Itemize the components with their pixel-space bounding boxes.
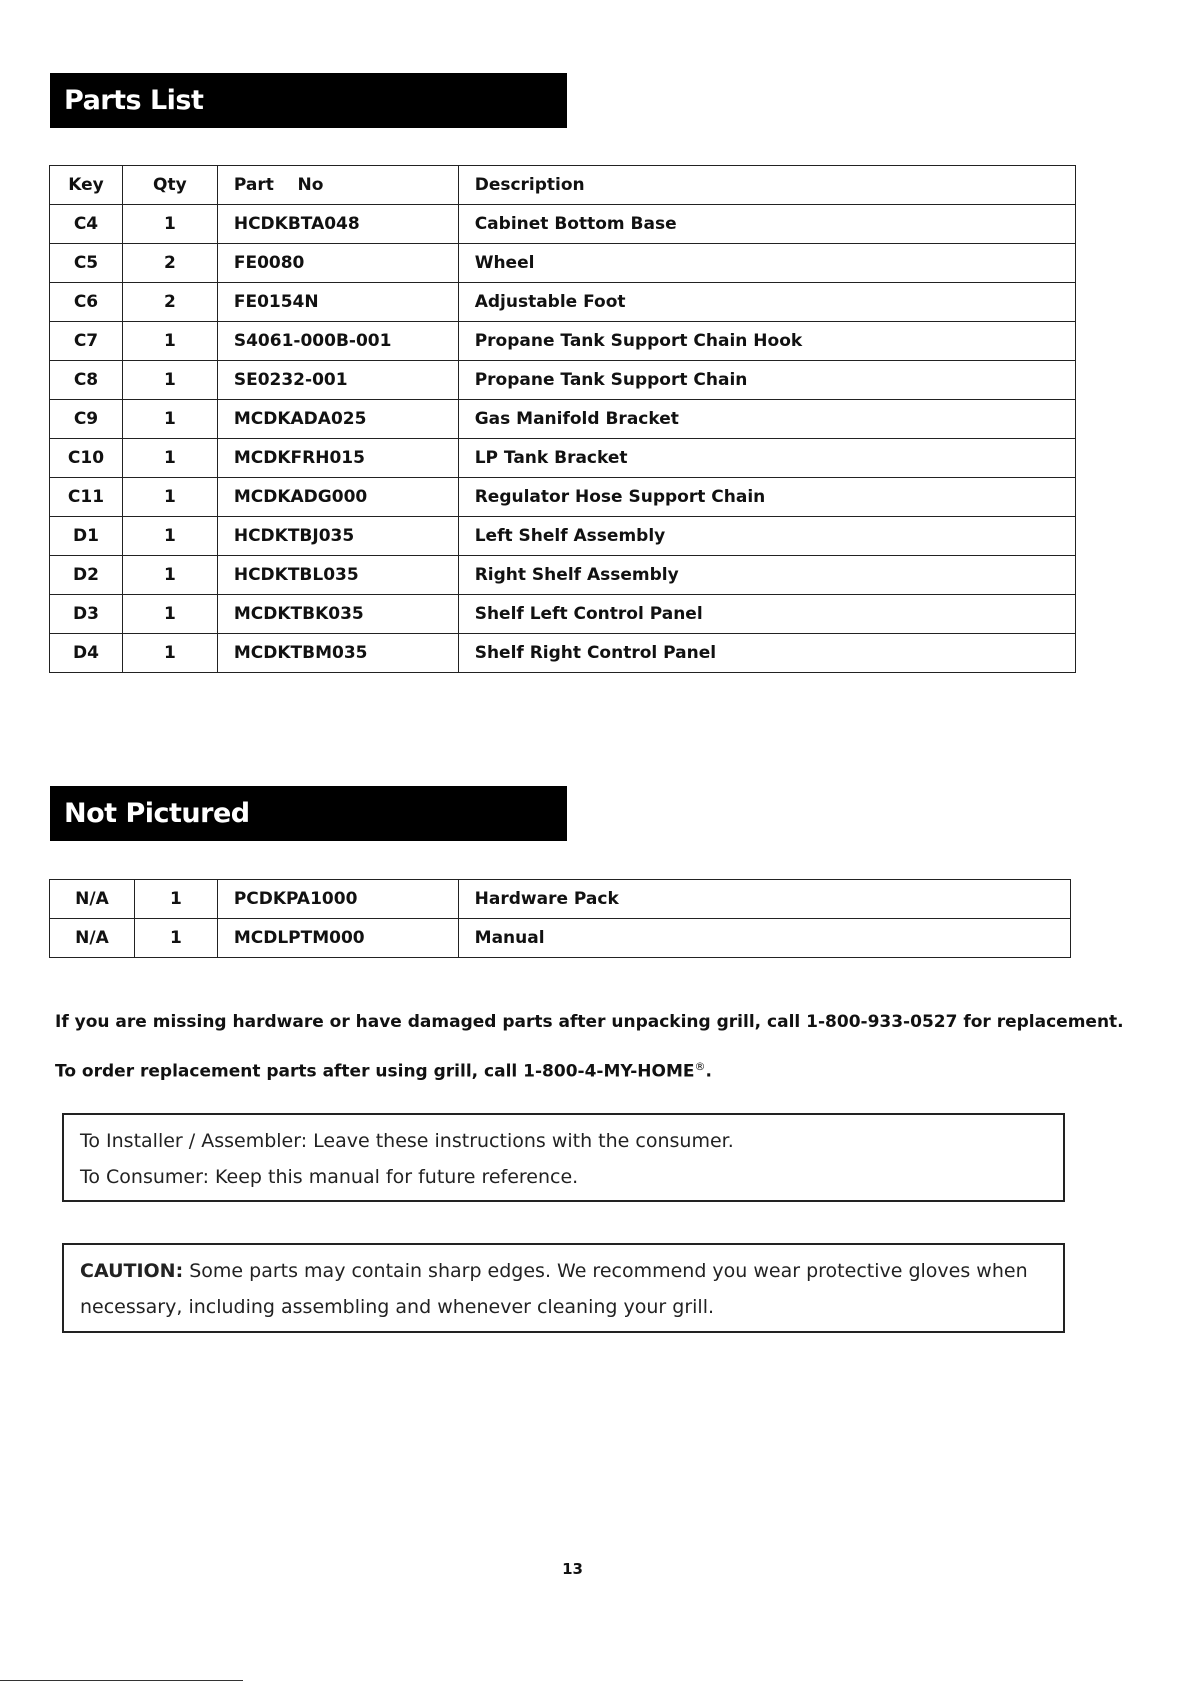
cell-key: N/A bbox=[50, 919, 135, 958]
cell-qty: 1 bbox=[122, 556, 217, 595]
page-number: 13 bbox=[562, 1560, 583, 1578]
footer-rule bbox=[0, 1680, 243, 1681]
cell-part-no: MCDKTBM035 bbox=[217, 634, 458, 673]
cell-key: D1 bbox=[50, 517, 123, 556]
cell-description: Propane Tank Support Chain bbox=[458, 361, 1075, 400]
cell-qty: 1 bbox=[122, 595, 217, 634]
cell-description: Hardware Pack bbox=[458, 880, 1070, 919]
cell-part-no: SE0232-001 bbox=[217, 361, 458, 400]
cell-key: N/A bbox=[50, 880, 135, 919]
table-row bbox=[50, 283, 1076, 322]
installer-notice-box bbox=[62, 1113, 1065, 1202]
cell-description: Shelf Left Control Panel bbox=[458, 595, 1075, 634]
installer-notice-line: To Installer / Assembler: Leave these instructions with the consumer. bbox=[80, 1130, 734, 1152]
cell-part-no: MCDKADG000 bbox=[217, 478, 458, 517]
table-row bbox=[50, 880, 1071, 919]
table-row bbox=[50, 517, 1076, 556]
header-description: Description bbox=[458, 166, 1075, 205]
cell-qty: 1 bbox=[122, 361, 217, 400]
cell-description: Wheel bbox=[458, 244, 1075, 283]
cell-description: Manual bbox=[458, 919, 1070, 958]
consumer-notice-line: To Consumer: Keep this manual for future reference. bbox=[80, 1166, 579, 1188]
cell-qty: 2 bbox=[122, 244, 217, 283]
cell-part-no: FE0154N bbox=[217, 283, 458, 322]
cell-part-no: S4061-000B-001 bbox=[217, 322, 458, 361]
cell-key: C9 bbox=[50, 400, 123, 439]
caution-label: CAUTION: bbox=[80, 1260, 184, 1282]
order-parts-note bbox=[55, 1060, 712, 1082]
cell-part-no: FE0080 bbox=[217, 244, 458, 283]
cell-qty: 1 bbox=[122, 322, 217, 361]
cell-description: Shelf Right Control Panel bbox=[458, 634, 1075, 673]
cell-key: C10 bbox=[50, 439, 123, 478]
cell-qty: 1 bbox=[134, 919, 217, 958]
cell-description: Propane Tank Support Chain Hook bbox=[458, 322, 1075, 361]
cell-part-no: MCDLPTM000 bbox=[217, 919, 458, 958]
cell-description: LP Tank Bracket bbox=[458, 439, 1075, 478]
table-row bbox=[50, 595, 1076, 634]
cell-description: Gas Manifold Bracket bbox=[458, 400, 1075, 439]
cell-part-no: HCDKTBL035 bbox=[217, 556, 458, 595]
header-key: Key bbox=[50, 166, 123, 205]
cell-key: D4 bbox=[50, 634, 123, 673]
caution-text: Some parts may contain sharp edges. We recommend you wear protective gloves when necessary, including assembling and whenever cleaning your grill. bbox=[80, 1260, 1028, 1318]
order-parts-period: . bbox=[705, 1061, 712, 1082]
cell-description: Adjustable Foot bbox=[458, 283, 1075, 322]
cell-key: C11 bbox=[50, 478, 123, 517]
table-row bbox=[50, 322, 1076, 361]
cell-key: C5 bbox=[50, 244, 123, 283]
cell-key: D2 bbox=[50, 556, 123, 595]
parts-table bbox=[49, 165, 1076, 673]
table-row bbox=[50, 244, 1076, 283]
table-row bbox=[50, 919, 1071, 958]
cell-qty: 1 bbox=[122, 517, 217, 556]
table-row bbox=[50, 361, 1076, 400]
missing-hardware-note: If you are missing hardware or have damaged parts after unpacking grill, call 1-800-933-0527 for replacement. bbox=[55, 1012, 1124, 1032]
parts-table-header-row bbox=[50, 166, 1076, 205]
cell-qty: 1 bbox=[122, 400, 217, 439]
not-pictured-heading: Not Pictured bbox=[50, 786, 567, 841]
cell-qty: 1 bbox=[122, 634, 217, 673]
cell-description: Cabinet Bottom Base bbox=[458, 205, 1075, 244]
table-row bbox=[50, 556, 1076, 595]
table-row bbox=[50, 634, 1076, 673]
cell-part-no: MCDKADA025 bbox=[217, 400, 458, 439]
cell-key: C6 bbox=[50, 283, 123, 322]
cell-key: C7 bbox=[50, 322, 123, 361]
not-pictured-table bbox=[49, 879, 1071, 958]
parts-list-heading: Parts List bbox=[50, 73, 567, 128]
cell-key: C4 bbox=[50, 205, 123, 244]
table-row bbox=[50, 478, 1076, 517]
header-qty: Qty bbox=[122, 166, 217, 205]
table-row bbox=[50, 400, 1076, 439]
order-parts-text: To order replacement parts after using grill, call 1-800-4-MY-HOME bbox=[55, 1061, 695, 1082]
table-row bbox=[50, 205, 1076, 244]
cell-qty: 1 bbox=[134, 880, 217, 919]
caution-box bbox=[62, 1243, 1065, 1333]
cell-description: Right Shelf Assembly bbox=[458, 556, 1075, 595]
cell-qty: 1 bbox=[122, 205, 217, 244]
header-part-no: Part No bbox=[217, 166, 458, 205]
cell-description: Regulator Hose Support Chain bbox=[458, 478, 1075, 517]
cell-part-no: HCDKTBJ035 bbox=[217, 517, 458, 556]
cell-part-no: HCDKBTA048 bbox=[217, 205, 458, 244]
table-row bbox=[50, 439, 1076, 478]
cell-part-no: MCDKFRH015 bbox=[217, 439, 458, 478]
cell-key: D3 bbox=[50, 595, 123, 634]
cell-qty: 1 bbox=[122, 439, 217, 478]
cell-qty: 2 bbox=[122, 283, 217, 322]
cell-qty: 1 bbox=[122, 478, 217, 517]
cell-part-no: MCDKTBK035 bbox=[217, 595, 458, 634]
cell-part-no: PCDKPA1000 bbox=[217, 880, 458, 919]
cell-key: C8 bbox=[50, 361, 123, 400]
registered-mark: ® bbox=[694, 1060, 706, 1073]
cell-description: Left Shelf Assembly bbox=[458, 517, 1075, 556]
